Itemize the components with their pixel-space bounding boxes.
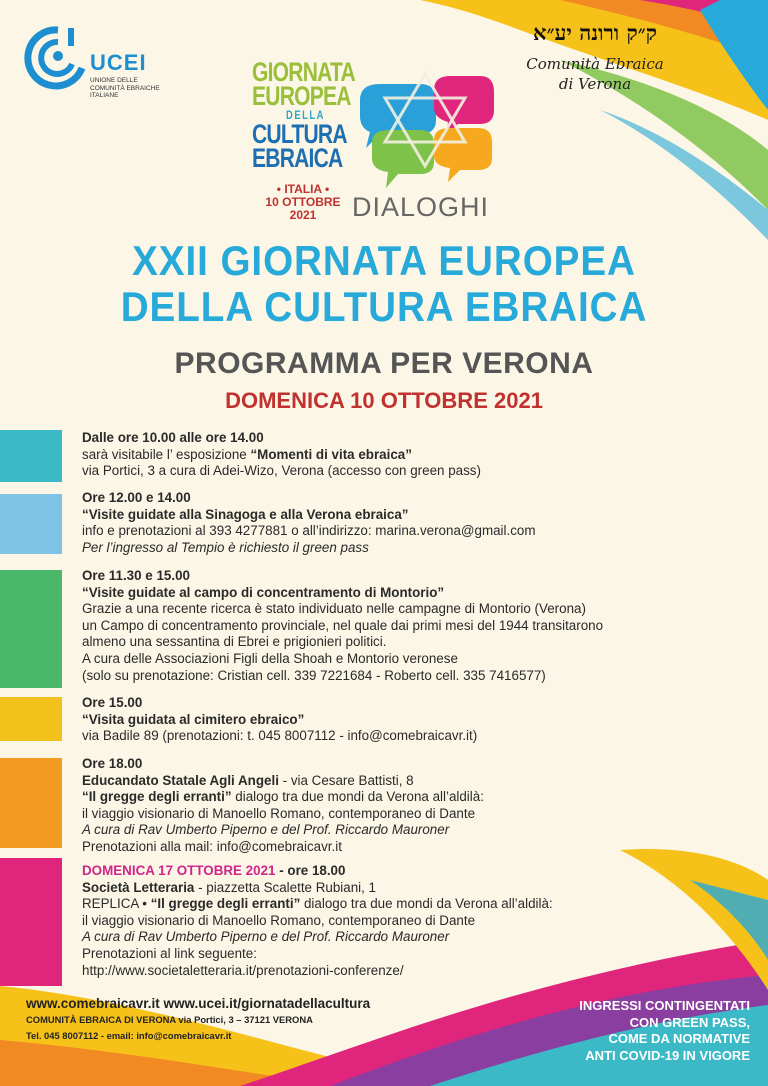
- entry-time-text: - ore 18.00: [275, 863, 346, 878]
- entry-text: [82, 789, 722, 806]
- notice-line: CON GREEN PASS,: [629, 1014, 750, 1030]
- footer-contact: Tel. 045 8007112 - email: info@comebraicavr.it: [26, 1030, 232, 1041]
- entry-venue-name: Educandato Statale Agli Angeli: [82, 772, 279, 788]
- giornata-date-line: 10 OTTOBRE: [265, 195, 341, 209]
- entry-text: Prenotazioni al link seguente:: [82, 945, 257, 961]
- footer-websites[interactable]: www.comebraicavr.it www.ucei.it/giornatadellacultura: [26, 996, 371, 1011]
- entry-title: “Il gregge degli erranti”: [82, 789, 232, 805]
- giornata-date-line: • ITALIA •: [276, 182, 330, 196]
- comunita-script-line: Comunità Ebraica: [526, 55, 664, 73]
- entry-note: A cura di Rav Umberto Piperno e del Prof. Riccardo Mauroner: [82, 929, 450, 945]
- entry-text: il viaggio visionario di Manoello Romano, contemporaneo di Dante: [82, 805, 476, 821]
- entry-replica: REPLICA •: [82, 896, 151, 912]
- main-title-line: DELLA CULTURA EBRAICA: [120, 283, 648, 330]
- notice-line: ANTI COVID-19 IN VIGORE: [585, 1047, 750, 1063]
- entry-text: info e prenotazioni al 393 4277881 o all’indirizzo: marina.verona@gmail.com: [82, 523, 536, 539]
- entry-text: Grazie a una recente ricerca è stato individuato nelle campagne di Montorio (Verona): [82, 601, 586, 617]
- footer-address: COMUNITÀ EBRAICA DI VERONA via Portici, 3 – 37121 VERONA: [26, 1014, 313, 1025]
- entry-text-span: dialogo tra due mondi da Verona all’aldilà:: [300, 896, 553, 912]
- entry-time: Ore 18.00: [82, 756, 143, 771]
- entry-venue-name: Società Letteraria: [82, 879, 195, 895]
- entry-text: via Portici, 3 a cura di Adei-Wizo, Verona (accesso con green pass): [82, 463, 481, 479]
- program-entry: [82, 863, 722, 979]
- entry-date: DOMENICA 17 OTTOBRE 2021: [82, 863, 276, 878]
- program-entry: [82, 695, 722, 745]
- entry-note: A cura di Rav Umberto Piperno e del Prof. Riccardo Mauroner: [82, 822, 450, 838]
- entry-venue-address: - piazzetta Scalette Rubiani, 1: [194, 879, 377, 895]
- entry-venue: [82, 880, 722, 897]
- entry-text: via Badile 89 (prenotazioni: t. 045 8007112 - info@comebraicavr.it): [82, 728, 478, 744]
- comunita-script: [500, 54, 690, 94]
- main-title: [31, 238, 738, 330]
- notice-line: COME DA NORMATIVE: [608, 1031, 750, 1046]
- ucei-subtitle-line: UNIONE DELLE: [90, 77, 138, 84]
- comunita-logo: [500, 20, 690, 110]
- hebrew-name: ק״ק ורונה יע״א: [533, 20, 657, 45]
- giornata-logo-line: EBRAICA: [252, 143, 343, 173]
- entry-time: Ore 12.00 e 14.00: [82, 490, 191, 505]
- entry-time: Ore 11.30 e 15.00: [82, 568, 190, 583]
- entry-venue: [82, 773, 722, 790]
- giornata-logo-date: [258, 183, 348, 222]
- entry-title: “Visite guidate alla Sinagoga e alla Verona ebraica”: [82, 506, 409, 522]
- entry-text: A cura delle Associazioni Figli della Shoah e Montorio veronese: [82, 650, 458, 666]
- comunita-script-line: di Verona: [558, 75, 632, 93]
- ucei-name: UCEI: [90, 50, 147, 75]
- ucei-logo: [24, 24, 214, 104]
- giornata-logo-line: EUROPEA: [252, 81, 351, 111]
- entry-venue-address: - via Cesare Battisti, 8: [278, 772, 414, 788]
- speech-bubbles-icon: [350, 70, 500, 200]
- footer-contacts: [26, 996, 370, 1044]
- entry-time: [82, 863, 722, 880]
- program-entry: [82, 430, 722, 480]
- program-subtitle: PROGRAMMA PER VERONA: [174, 347, 594, 380]
- program-entry: [82, 490, 722, 556]
- entry-link[interactable]: http://www.societaletteraria.it/prenotazioni-conferenze/: [82, 962, 404, 978]
- giornata-logo-line: CULTURA: [252, 119, 347, 149]
- entry-text: un Campo di concentramento provinciale, nel quale dai primi mesi del 1944 transitarono: [82, 617, 604, 633]
- main-title-line: XXII GIORNATA EUROPEA: [132, 237, 636, 284]
- covid-notice: [540, 998, 750, 1064]
- entry-text: Prenotazioni alla mail: info@comebraicavr.it: [82, 838, 342, 854]
- entry-title: “Visite guidate al campo di concentramento di Montorio”: [82, 584, 445, 600]
- entry-title: “Momenti di vita ebraica”: [250, 446, 412, 462]
- entry-text: il viaggio visionario di Manoello Romano, contemporaneo di Dante: [82, 912, 476, 928]
- event-date: DOMENICA 10 OTTOBRE 2021: [225, 388, 543, 413]
- entry-time: Dalle ore 10.00 alle ore 14.00: [82, 430, 264, 445]
- ucei-subtitle-line: COMUNITÀ EBRAICHE: [90, 84, 160, 92]
- entry-title: “Visita guidata al cimitero ebraico”: [82, 711, 305, 727]
- notice-line: INGRESSI CONTINGENTATI: [579, 998, 750, 1013]
- entry-text: almeno una sessantina di Ebrei e prigionieri politici.: [82, 634, 387, 650]
- entry-time: Ore 15.00: [82, 695, 143, 710]
- entry-text: [82, 896, 722, 913]
- giornata-date-line: 2021: [289, 208, 317, 222]
- giornata-logo-line: DELLA: [286, 108, 325, 122]
- dialoghi-text: DIALOGHI: [352, 192, 490, 222]
- ucei-subtitle: [90, 77, 180, 100]
- entry-title: “Il gregge degli erranti”: [150, 896, 301, 912]
- giornata-logo-line: GIORNATA: [252, 57, 355, 87]
- program-entry: [82, 756, 722, 856]
- ucei-subtitle-line: ITALIANE: [90, 92, 119, 99]
- ucei-emblem-icon: [24, 24, 88, 94]
- entry-note: Per l’ingresso al Tempio è richiesto il green pass: [82, 539, 369, 555]
- entry-text-span: sarà visitabile l’ esposizione: [82, 446, 251, 462]
- entry-text-span: dialogo tra due mondi da Verona all’aldilà:: [231, 789, 484, 805]
- entry-text: (solo su prenotazione: Cristian cell. 339 7221684 - Roberto cell. 335 7416577): [82, 667, 546, 683]
- entry-text: [82, 447, 722, 464]
- program-entry: [82, 568, 722, 684]
